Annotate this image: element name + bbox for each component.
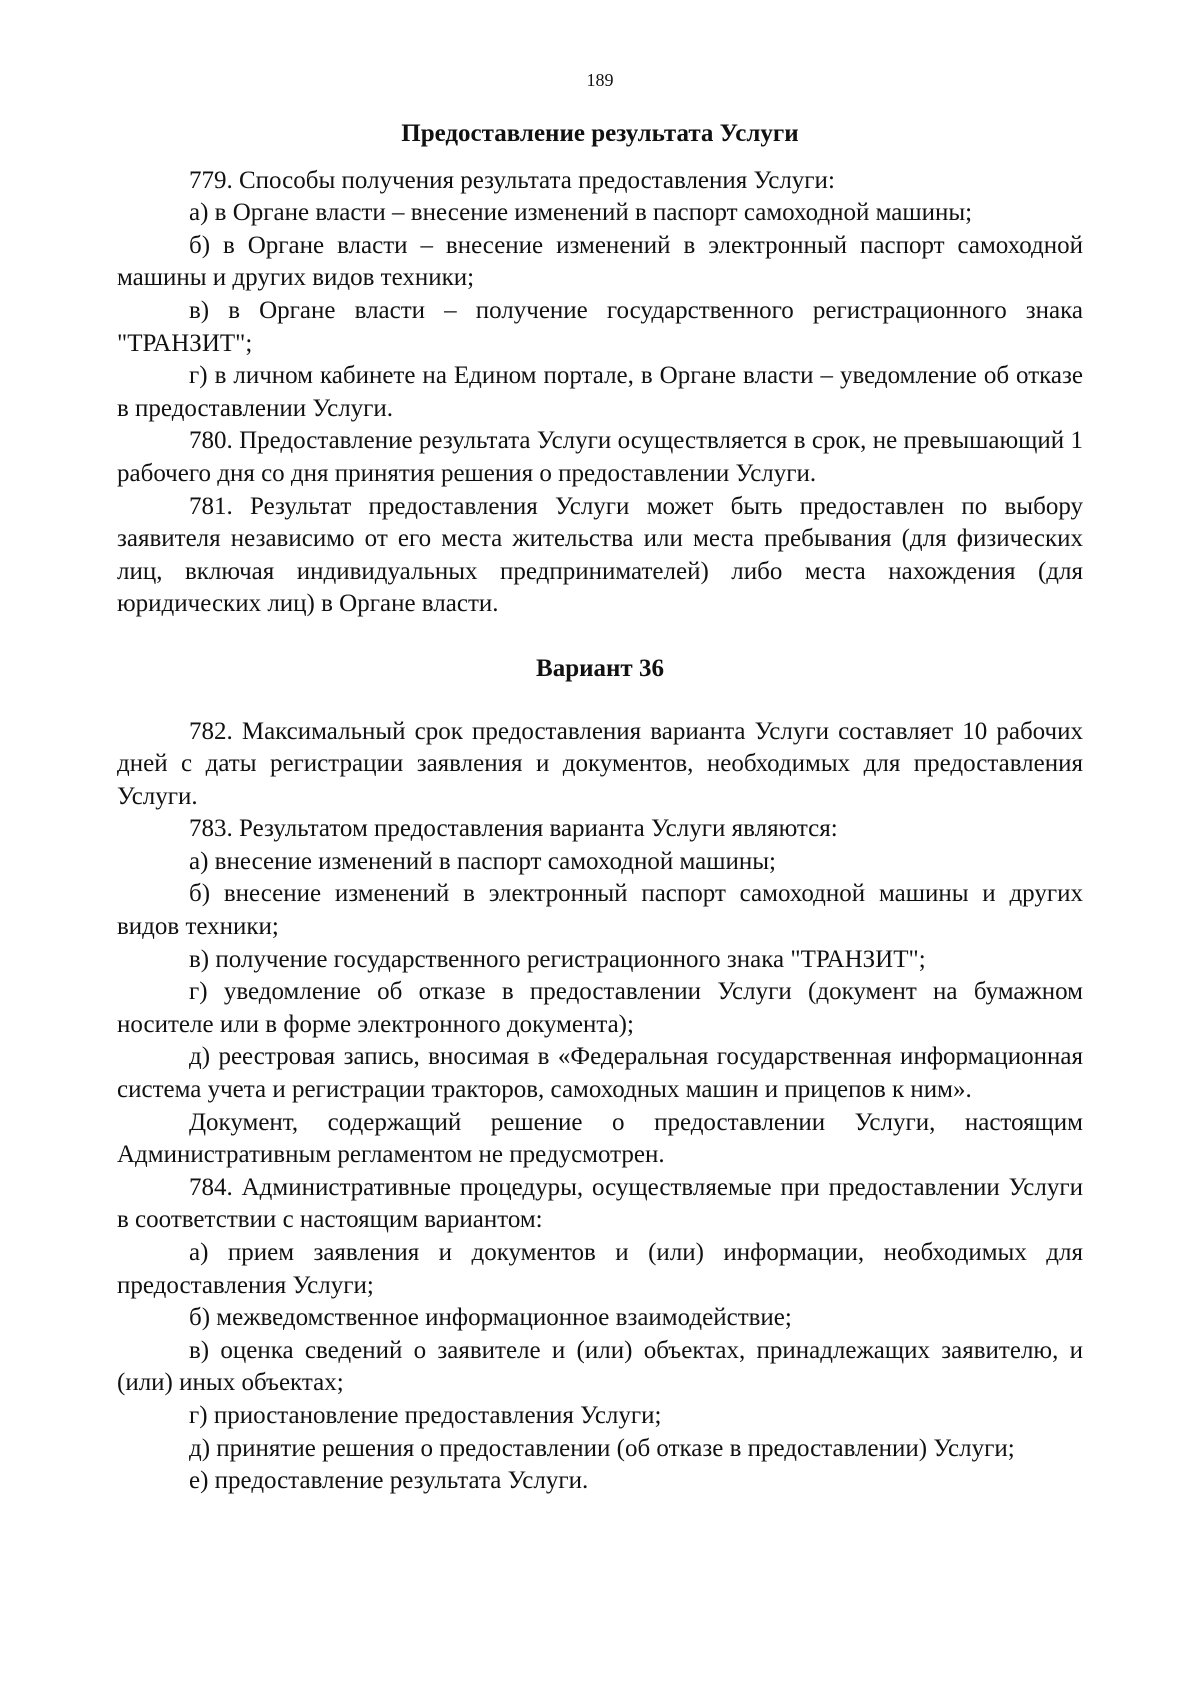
paragraph-780: 780. Предоставление результата Услуги осуществляется в срок, не превышающий 1 рабочего дня со дня принятия решения о предоставлении Услуги. <box>117 427 1083 487</box>
paragraph-781: 781. Результат предоставления Услуги может быть предоставлен по выбору заявителя независимо от его места жительства или места пребывания (для физических лиц, включая индивидуальных предпринимателей) либо места нахождения (для юридических лиц) в Органе власти. <box>117 492 1083 618</box>
page-number: 189 <box>586 70 614 90</box>
list-item-783-b: б) внесение изменений в электронный паспорт самоходной машины и других видов техники; <box>117 880 1083 941</box>
section-heading-result: Предоставление результата Услуги <box>401 120 799 147</box>
list-item-779-b: б) в Органе власти – внесение изменений в электронный паспорт самоходной машины и других видов техники; <box>117 231 1083 292</box>
list-item-779-g: г) в личном кабинете на Едином портале, в Органе власти – уведомление об отказе в предоставлении Услуги. <box>117 362 1083 422</box>
paragraph-779: 779. Способы получения результата предоставления Услуги: <box>189 166 835 194</box>
list-item-784-a: а) прием заявления и документов и (или) информации, необходимых для предоставления Услуги; <box>117 1239 1083 1299</box>
list-item-779-a: а) в Органе власти – внесение изменений в паспорт самоходной машины; <box>189 199 973 227</box>
section-heading-variant-36: Вариант 36 <box>536 654 664 682</box>
paragraph-784: 784. Административные процедуры, осуществляемые при предоставлении Услуги в соответствии с настоящим вариантом: <box>117 1173 1083 1234</box>
list-item-783-v: в) получение государственного регистрационного знака "ТРАНЗИТ"; <box>189 945 926 973</box>
list-item-784-v: в) оценка сведений о заявителе и (или) объектах, принадлежащих заявителю, и (или) иных объектах; <box>117 1336 1083 1397</box>
document-body <box>117 118 1083 1498</box>
paragraph-decision-note: Документ, содержащий решение о предоставлении Услуги, настоящим Административным регламентом не предусмотрен. <box>117 1108 1083 1169</box>
list-item-784-e: е) предоставление результата Услуги. <box>189 1467 589 1495</box>
list-item-783-g: г) уведомление об отказе в предоставлении Услуги (документ на бумажном носителе или в форме электронного документа); <box>117 978 1083 1038</box>
paragraph-782: 782. Максимальный срок предоставления варианта Услуги составляет 10 рабочих дней с даты регистрации заявления и документов, необходимых для предоставления Услуги. <box>117 717 1083 810</box>
list-item-783-d: д) реестровая запись, вносимая в «Федеральная государственная информационная система учета и регистрации тракторов, самоходных машин и прицепов к ним». <box>117 1043 1083 1104</box>
paragraph-783: 783. Результатом предоставления варианта Услуги являются: <box>189 815 838 843</box>
list-item-784-d: д) принятие решения о предоставлении (об отказе в предоставлении) Услуги; <box>189 1434 1015 1462</box>
list-item-784-g: г) приостановление предоставления Услуги; <box>189 1401 662 1429</box>
list-item-779-v: в) в Органе власти – получение государственного регистрационного знака "ТРАНЗИТ"; <box>117 296 1083 357</box>
list-item-783-a: а) внесение изменений в паспорт самоходной машины; <box>189 847 776 875</box>
list-item-784-b: б) межведомственное информационное взаимодействие; <box>189 1304 792 1332</box>
